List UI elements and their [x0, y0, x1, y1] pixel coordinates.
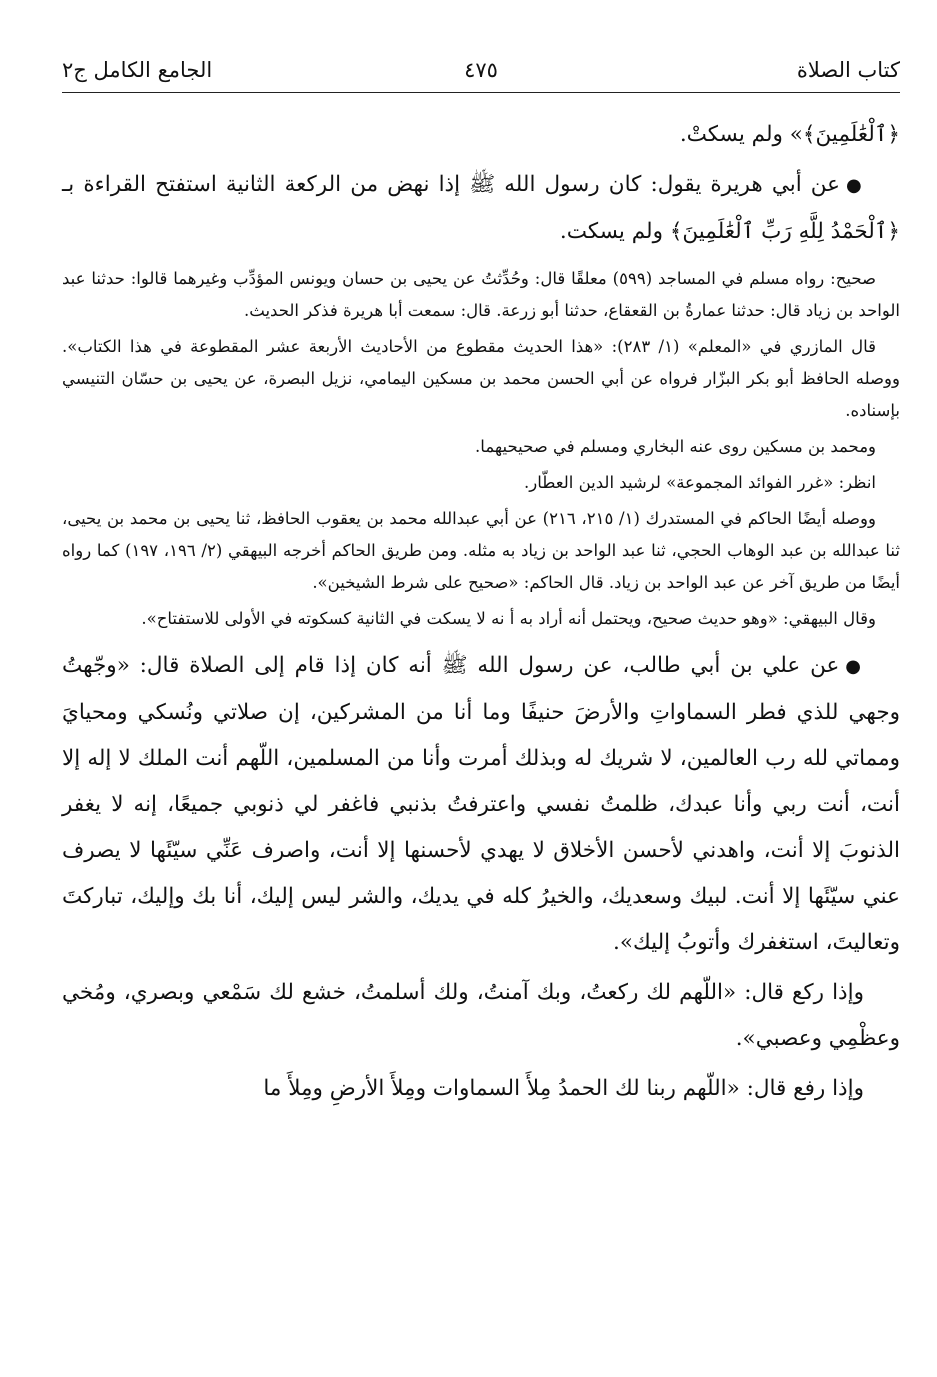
note-hakim: ووصله أيضًا الحاكم في المستدرك (١/ ٢١٥، ٢١٦) عن أبي عبدالله محمد بن يعقوب الحافظ، ثنا يحيى بن محمد بن يحيى، ثنا عبدالله بن عبد الوهاب الحجي، ثنا عبد الواحد بن زياد به مثله. ومن طريق الحاكم أخرجه البيهقي (٢/ ١٩٦، ١٩٧) كما رواه أيضًا من طريق آخر عن عبد الواحد بن زياد. قال الحاكم: «صحيح على شرط الشيخين». [62, 509, 900, 592]
page-content [62, 112, 900, 1112]
takhrij-sahih: صحيح: رواه مسلم في المساجد (٥٩٩) معلقًا قال: وحُدِّثتُ عن يحيى بن حسان ويونس المؤدِّب وغيرهما قالوا: حدثنا عبد الواحد بن زياد قال: حدثنا عمارةُ بن القعقاع، حدثنا أبو زرعة. قال: سمعت أبا هريرة فذكر الحديث. [62, 269, 900, 320]
note-see-also: انظر: «غرر الفوائد المجموعة» لرشيد الدين العطّار. [524, 473, 876, 492]
page-number: ٤٧٥ [464, 58, 498, 82]
bullet-icon: ● [845, 656, 864, 677]
note-ibn-miskin: ومحمد بن مسكين روى عنه البخاري ومسلم في صحيحيهما. [475, 437, 876, 456]
hadith-abu-hurairah [62, 162, 900, 255]
page-header [62, 52, 900, 96]
hadith-ali [62, 643, 900, 966]
hadith-continuation: ﴿ٱلْعَٰلَمِينَ﴾» ولم يسكتْ. [679, 122, 900, 147]
hadith-abu-hurairah-text: عن أبي هريرة يقول: كان رسول الله ﷺ إذا نهض من الركعة الثانية استفتح القراءة بـ ﴿ٱلْحَمْدُ لِلَّهِ رَبِّ ٱلْعَٰلَمِينَ﴾ ولم يسكت. [62, 172, 900, 244]
note-mazari: قال المازري في «المعلم» (١/ ٢٨٣): «هذا الحديث مقطوع من الأحاديث الأربعة عشر المقطوعة في هذا الكتاب». ووصله الحافظ أبو بكر البزّار فرواه عن أبي الحسن محمد بن مسكين اليمامي، نزيل البصرة، عن يحيى بن حسّان التنيسي بإسناده. [62, 337, 900, 420]
bullet-icon: ● [846, 175, 864, 196]
header-rule [62, 92, 900, 93]
book-title: الجامع الكامل ج٢ [62, 58, 213, 82]
ruku-dua: وإذا ركع قال: «اللّهم لك ركعتُ، وبك آمنتُ، ولك أسلمتُ، خشع لك سَمْعي وبصري، ومُخي وعظْمِي وعصبي». [62, 980, 900, 1051]
rising-dua: وإذا رفع قال: «اللّهم ربنا لك الحمدُ مِلأَ السماوات ومِلأَ الأرضِ ومِلأَ ما [263, 1076, 864, 1101]
chapter-title: كتاب الصلاة [796, 58, 900, 82]
note-bayhaqi: وقال البيهقي: «وهو حديث صحيح، ويحتمل أنه أراد به أ نه لا يسكت في الثانية كسكوته في الأولى للاستفتاح». [141, 609, 876, 628]
hadith-ali-text: عن علي بن أبي طالب، عن رسول الله ﷺ أنه كان إذا قام إلى الصلاة قال: «وجّهتُ وجهي للذي فطر السماواتِ والأرضَ حنيفًا وما أنا من المشركين، إن صلاتي ونُسكي ومحيايَ ومماتي لله رب العالمين، لا شريك له وبذلك أمرت وأنا من المسلمين، اللّهم أنت الملك لا إله إلا أنت، أنت ربي وأنا عبدك، ظلمتُ نفسي واعترفتُ بذنبي فاغفر لي ذنوبي جميعًا، إنه لا يغفر الذنوبَ إلا أنت، واهدني لأحسن الأخلاق لا يهدي لأحسنها إلا أنت، واصرف عَنِّي سيّئَها لا يصرف عني سيّئَها إلا أنت. لبيك وسعديك، والخيرُ كله في يديك، والشر ليس إليك، أنا بك وإليك، تباركتَ وتعاليتَ، استغفرك وأتوبُ إليك». [62, 653, 900, 955]
